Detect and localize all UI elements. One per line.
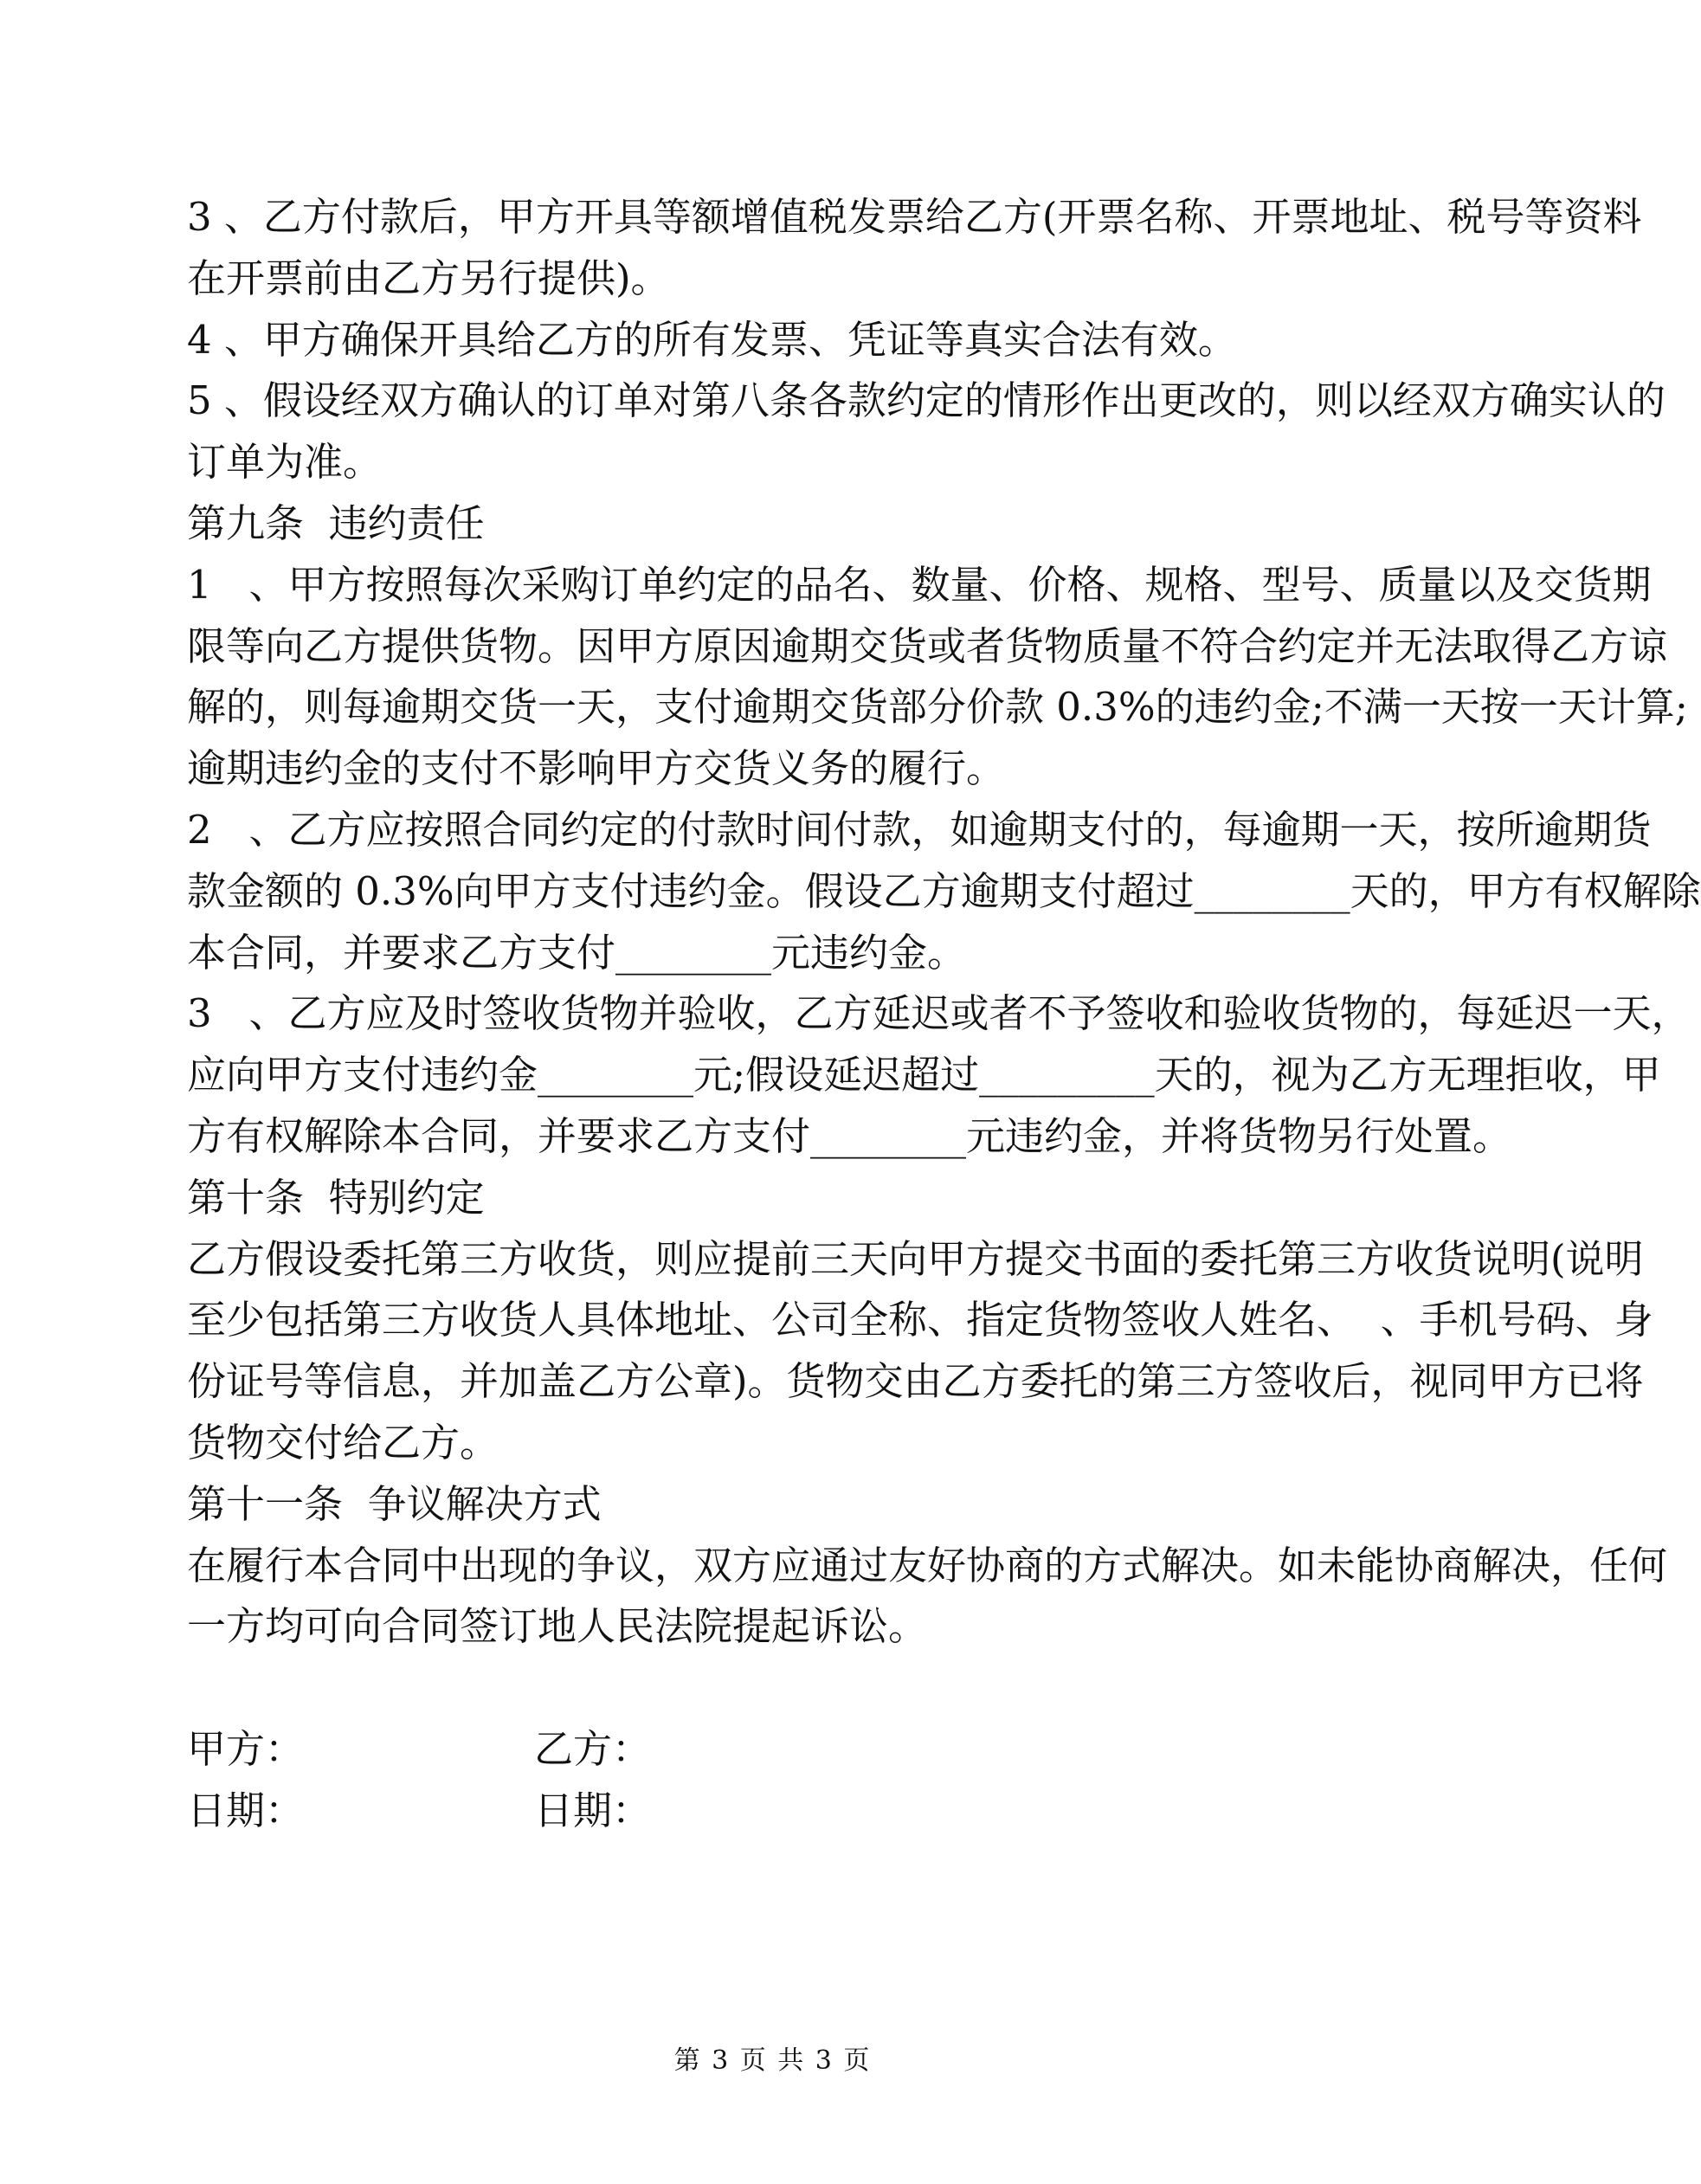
clause-10-heading: 第十条 特别约定 [187,1174,485,1221]
clause-9-item-3-line-3: 方有权解除本合同，并要求乙方支付________元违约金，并将货物另行处置。 [187,1112,1512,1159]
clause-9-heading: 第九条 违约责任 [187,499,485,546]
contract-body [187,187,1701,1842]
page-number: 第 3 页 共 3 页 [673,2045,872,2076]
spacer [187,1658,1373,1719]
clause-9-item-3-line-1: 3 、乙方应及时签收货物并验收，乙方延迟或者不予签收和验收货物的，每延迟一天， [187,990,1691,1037]
clause-11-text-line-1: 在履行本合同中出现的争议，双方应通过友好协商的方式解决。如未能协商解决，任何 [187,1542,1668,1588]
date-row [187,1781,1373,1842]
clause-10-text-line-3: 份证号等信息，并加盖乙方公章)。货物交由乙方委托的第三方签收后，视同甲方已将 [187,1358,1644,1405]
clause-8-item-3-line-2: 在开票前由乙方另行提供)。 [187,254,670,301]
clause-9-item-1-line-3: 解的，则每逾期交货一天，支付逾期交货部分价款 0.3%的违约金;不满一天按一天计算; [187,684,1688,731]
clause-9-item-3-line-2: 应向甲方支付违约金________元;假设延迟超过_________天的，视为乙方无理拒收，甲 [187,1052,1661,1098]
clause-9-item-2-line-1: 2 、乙方应按照合同约定的付款时间付款，如逾期支付的，每逾期一天，按所逾期货 [187,806,1652,853]
clause-9-item-1-line-2: 限等向乙方提供货物。因甲方原因逾期交货或者货物质量不符合约定并无法取得乙方谅 [187,622,1668,669]
party-a-date-label: 日期： [187,1787,305,1833]
clause-8-item-3-line-1: 3 、乙方付款后，甲方开具等额增值税发票给乙方(开票名称、开票地址、税号等资料 [187,194,1642,240]
clause-8-item-4: 4 、甲方确保开具给乙方的所有发票、凭证等真实合法有效。 [187,316,1237,363]
clause-8-item-5-line-2: 订单为准。 [187,439,383,486]
clause-10-text-line-2: 至少包括第三方收货人具体地址、公司全称、指定货物签收人姓名、 、手机号码、身 [187,1297,1653,1343]
clause-11-heading: 第十一条 争议解决方式 [187,1480,602,1527]
party-a-label: 甲方： [187,1725,305,1772]
clause-8-item-5-line-1: 5 、假设经双方确认的订单对第八条各款约定的情形作出更改的，则以经双方确实认的 [187,377,1666,424]
party-b-date-label: 日期： [534,1787,652,1833]
clause-9-item-2-line-3: 本合同，并要求乙方支付________元违约金。 [187,929,967,976]
clause-9-item-1-line-4: 逾期违约金的支付不影响甲方交货义务的履行。 [187,745,1006,792]
clause-9-item-2-line-2: 款金额的 0.3%向甲方支付违约金。假设乙方逾期支付超过________天的，甲方有权解除 [187,867,1701,914]
clause-11-text-line-2: 一方均可向合同签订地人民法院提起诉讼。 [187,1603,928,1650]
signature-row [187,1719,1373,1781]
clause-10-text-line-1: 乙方假设委托第三方收货，则应提前三天向甲方提交书面的委托第三方收货说明(说明 [187,1235,1644,1282]
clause-9-item-1-line-1: 1 、甲方按照每次采购订单约定的品名、数量、价格、规格、型号、质量以及交货期 [187,561,1652,608]
party-b-label: 乙方： [534,1725,652,1772]
clause-10-text-line-4: 货物交付给乙方。 [187,1419,499,1466]
